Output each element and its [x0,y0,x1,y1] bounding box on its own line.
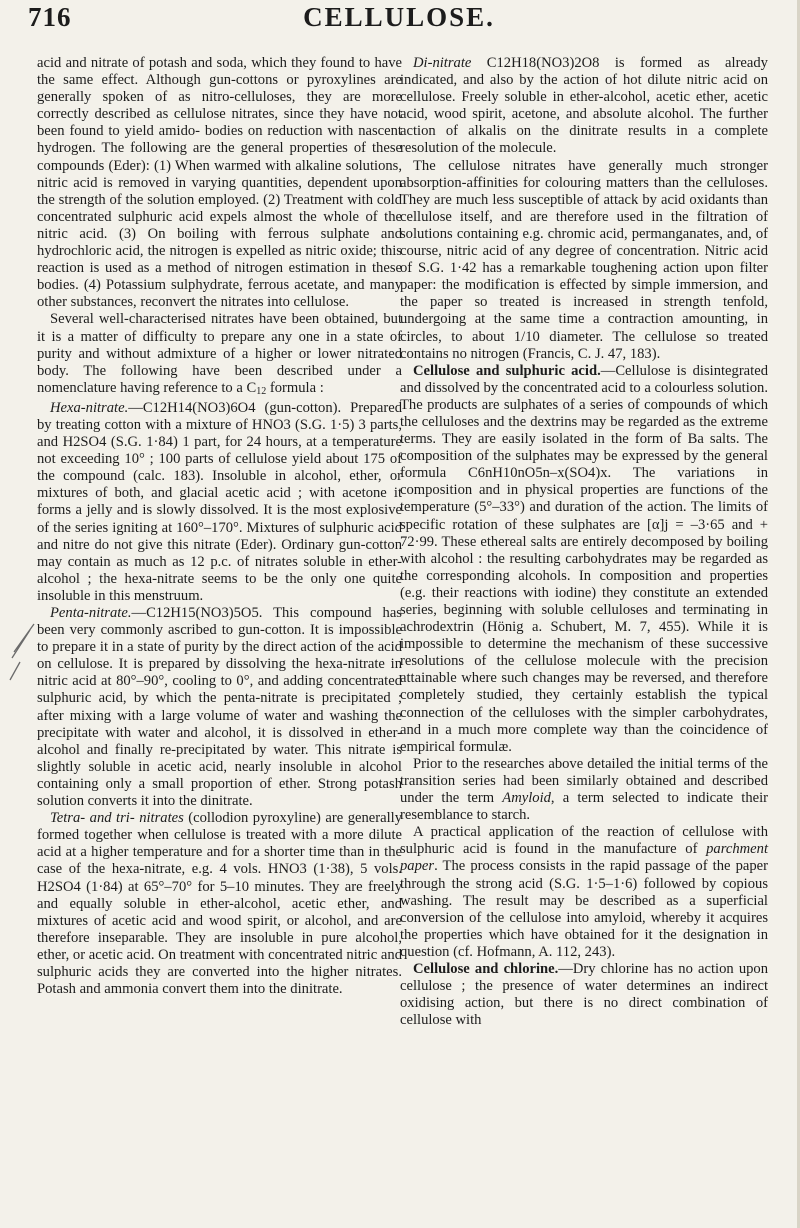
right-column [400,55,768,1029]
text: A practical application of the reaction of cellulose with sulphuric acid is found in the manufacture of [400,824,768,858]
text: —Dry chlorine has no action upon cellulose ; the presence of water determines an indirect oxidising action, but there is no direct combination of cellulose with [400,960,769,1029]
text: acid and nitrate of potash and soda, which they found to have the same effect. Although gun-cottons or pyroxylines are generally spoken of as nitro-celluloses, they are more correctly described as cellulose nitrates, since they have not been found to yield amido- bodies on reduction with nascent hydrogen. The following are the general properties of these compounds (Eder): (1) When warmed with alkaline solutions, nitric acid is removed in varying quantities, dependent upon the strength of the solution employed. (2) Treatment with cold concentrated sulphuric acid expels almost the whole of the nitric acid. (3) On boiling with ferrous sulphate and hydrochloric acid, the nitrogen is expelled as nitric oxide; this reaction is used as a method of nitrogen estimation in these bodies. (4) Potassium sulphydrate, ferrous acetate, and many other substances, reconvert the nitrates into cellulose. [37,55,402,311]
paragraph-chlorine [400,961,768,1029]
section-heading: Cellulose and chlorine. [413,960,559,977]
term-heading: Penta-nitrate. [50,605,132,621]
formula: —C12H14(NO3)6O4 [128,399,256,416]
term-heading: Tetra- and tri- nitrates [50,810,184,827]
text: —Cellulose is disintegrated and dissolved by the concentrated acid to a colourless solution. The products are sulphates of a series of compounds of which the celluloses and the dextrins may be regarded as the extreme terms. They are easily isolated in the form of Ba salts. The composition of the sulphates may be expressed by the general formula C6nH10nO5n–x(SO4)x. The variations in composition and in physical properties are functions of the temperature (5°–33°) and duration of the action. The limits of specific rotation of these sulphates are [α]j = –3·65 and + 72·99. These ethereal salts are entirely decomposed by boiling with alcohol : the resulting carbohydrates may be regarded as the corresponding alcohols. In composition and properties (e.g. their reactions with iodine) they constitute an extended series, beginning with soluble celluloses and terminating in achrodextrin (Hönig a. Schubert, M. 7, 455). While it is impossible to determine the mechanism of these successive resolutions of the cellulose molecule with the precision attainable where such changes may be reversed, and therefore completely studied, they certainly establish the typical connection of the celluloses with the simpler carbohydrates, and in a much more complete way than the coincidence of empirical formulæ. [400,362,768,755]
term-heading: Hexa-nitrate. [50,399,129,416]
text: is formed as already indicated, and also by the action of hot dilute nitric acid on cellulose. Freely soluble in ether-alcohol, acetic ether, acetic acid, wood spirit, acetone, and absolute alcohol. The further action of alkalis on the dinitrate results in a complete resolution of the molecule. [400,55,768,157]
paragraph [37,311,402,399]
paragraph-tetra-tri-nitrates [37,810,402,998]
paragraph-sulphuric-acid [400,363,768,756]
text: This compound has been very commonly ascribed to gun-cotton. It is impossible to prepare it in a state of purity by the direct action of the acid on cellulose. It is prepared by dissolving the hexa-nitrate in nitric acid at 80°–90°, cooling to 0°, and adding concentrated sulphuric acid, by which the penta-nitrate is precipitated ; after mixing with a large volume of water and washing the precipitate with water and alcohol, it is dissolved in ether-alcohol and finally re-precipitated by water. This nitrate is slightly soluble in acetic acid, nearly insoluble in alcohol containing only a small proportion of ether. Strong potash solution converts it into the dinitrate. [37,605,402,810]
text: (collodion pyroxyline) are generally formed together when cellulose is treated with a more dilute acid at a higher temperature and for a shorter time than in the case of the hexa-nitrate, e.g. 4 vols. HNO3 (1·38), 5 vols. H2SO4 (1·84) at 65°–70° for 5–10 minutes. They are freely and equally soluble in ether-alcohol, acetic ether, and mixtures of acetic acid and wood spirit, or alcohol, and are therefore inseparable. They are insoluble in pure alcohol, ether, or acetic acid. On treatment with concentrated nitric and sulphuric acids they are converted into the higher nitrates. Potash and ammonia convert them into the dinitrate. [37,810,402,998]
term: Amyloid [502,790,551,807]
text: . The process consists in the rapid passage of the paper through the strong acid (S.G. 1·5–1·6) followed by copious washing. The result may be described as a superficial conversion of the cellulose into amyloid, whereby it acquires the properties which have obtained for it the designation in question (cf. Hofmann, A. 112, 243). [400,858,768,960]
page-number: 716 [28,2,72,32]
text: Several well-characterised nitrates have been obtained, but it is a matter of difficulty to prepare any one in a state of purity and without admixture of a higher or lower nitrated body. The following have been described under a nomenclature having reference to a C [37,311,402,396]
paragraph-hexa-nitrate [37,400,402,605]
paragraph [400,756,768,824]
paragraph-penta-nitrate [37,605,402,810]
formula: C12H18(NO3)2O8 [471,55,600,71]
paragraph [37,55,402,311]
formula: —C12H15(NO3)5O5. [131,605,263,621]
subscript: 12 [256,385,267,397]
text: formula : [266,379,324,396]
text: The cellulose nitrates have generally much stronger absorption-affinities for colouring matters than the celluloses. They are much less susceptible of attack by acid oxidants than cellulose itself, and are therefore used in the filtration of solutions containing e.g. chromic acid, permanganates, and, of course, nitric acid of any degree of concentration. Nitric acid of S.G. 1·42 has a remarkable toughening action upon filter paper: the modification is effected by simple immersion, and the paper so treated is increased in strength tenfold, undergoing at the same time a contraction amounting, in circles, to about 1/10 diameter. The cellulose so treated contains no nitrogen (Francis, C. J. 47, 183). [400,157,768,362]
paragraph [400,824,768,961]
text: Prior to the researches above detailed the initial terms of the transition series had been similarly obtained and described under the term [400,755,768,807]
paragraph-di-nitrate [400,55,768,158]
text: (gun-cotton). Prepared by treating cotton with a mixture of HNO3 (S.G. 1·5) 3 parts, and H2SO4 (S.G. 1·84) 1 part, for 24 hours, at a temperature not exceeding 10° ; 100 parts of cellulose yield about 175 of the compound (calc. 183). Insoluble in alcohol, ether, or mixtures of both, and glacial acetic acid ; with acetone it forms a jelly and is slowly dissolved. It is the most explosive of the series igniting at 160°–170°. Mixtures of sulphuric acid and nitre do not give this nitrate (Eder). Ordinary gun-cotton may contain as much as 12 p.c. of nitrates soluble in ether-alcohol ; the hexa-nitrate seems to be the only one quite insoluble in this menstruum. [37,399,402,604]
text: , a term selected to indicate their resemblance to starch. [400,790,769,824]
paragraph [400,158,768,363]
page-header [28,0,770,46]
term-heading: Di-nitrate [413,55,472,71]
section-heading: Cellulose and sulphuric acid. [413,362,601,379]
running-head: CELLULOSE. [303,2,495,32]
left-column [37,55,402,998]
term: parchment paper [400,841,768,875]
